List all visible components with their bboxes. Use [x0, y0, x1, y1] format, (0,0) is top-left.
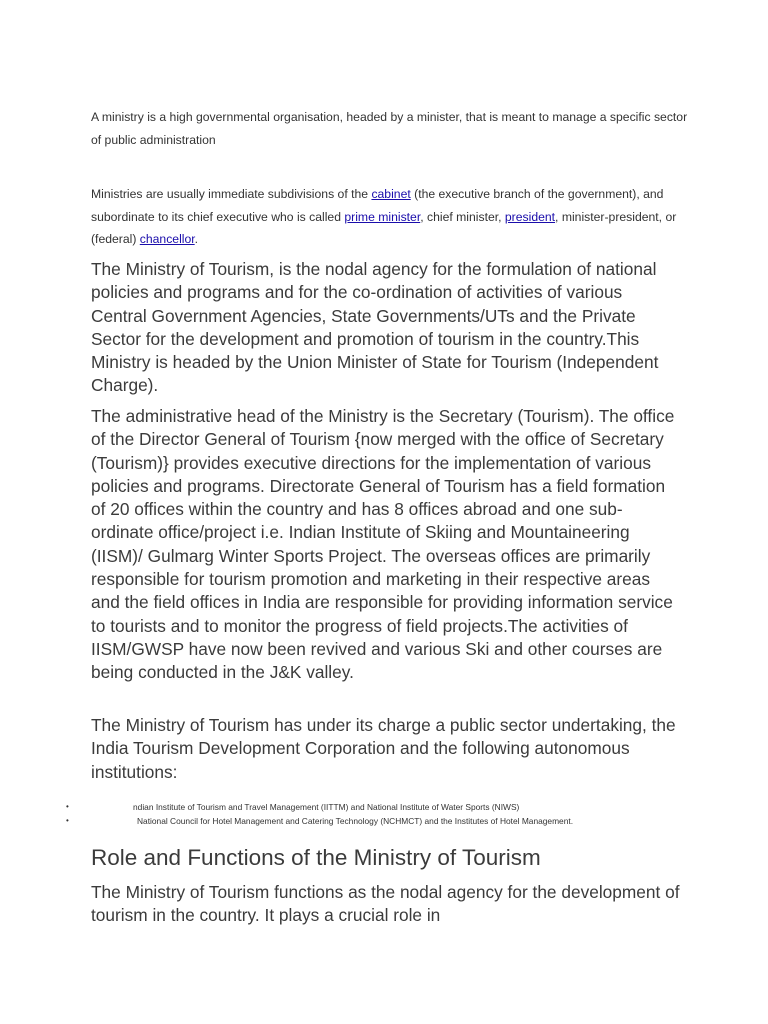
intro-paragraph-ministries-subdivisions [91, 183, 691, 251]
paragraph-administrative-head: The administrative head of the Ministry is the Secretary (Tourism). The office of the Director General of Tourism {now merged with the office of Secretary (Tourism)} provides executive directions for the implementation of various policies and programs. Directorate General of Tourism has a field formation of 20 offices within the country and has 8 offices abroad and one sub-ordinate office/project i.e. Indian Institute of Skiing and Mountaineering (IISM)/ Gulmarg Winter Sports Project. The overseas offices are primarily responsible for tourism promotion and marketing in their respective areas and the field offices in India are responsible for providing information service to tourists and to monitor the progress of field projects.The activities of IISM/GWSP have now been revived and various Ski and other courses are being conducted in the J&K valley. [91, 406, 675, 683]
list-item-text: National Council for Hotel Management and Catering Technology (NCHMCT) and the Institutes of Hotel Management. [137, 816, 574, 826]
p2-text-3: , chief minister, [420, 209, 505, 224]
bullet-dot-icon: • [66, 802, 69, 811]
p2-text-5: . [194, 232, 199, 246]
paragraph-public-sector-undertaking: The Ministry of Tourism has under its charge a public sector undertaking, the India Tourism Development Corporation and the following autonomous institutions: [91, 715, 676, 782]
chancellor-link[interactable]: chancellor [139, 232, 195, 246]
p2-text-1: Ministries are usually immediate subdivisions of the [91, 187, 372, 201]
paragraph-role-and-functions: The Ministry of Tourism functions as the nodal agency for the development of tourism in the country. It plays a crucial role in [91, 882, 680, 926]
list-item [0, 800, 768, 814]
cabinet-link[interactable]: cabinet [371, 187, 411, 201]
bullet-dot-icon: • [66, 816, 69, 825]
list-item [0, 814, 768, 828]
p2-text-2: (the executive branch of the government), and subordinate to its chief executive who is called [91, 187, 664, 224]
autonomous-institutions-list [0, 800, 768, 828]
prime-minister-link[interactable]: prime minister [344, 209, 421, 224]
p2-text-4: , minister-president, or (federal) [91, 209, 677, 246]
section-heading-role-and-functions: Role and Functions of the Ministry of Tourism [91, 845, 541, 870]
intro-paragraph-ministry-definition: A ministry is a high governmental organisation, headed by a minister, that is meant to manage a specific sector of public administration [91, 110, 688, 147]
president-link[interactable]: president [504, 209, 556, 224]
list-item-text: ndian Institute of Tourism and Travel Management (IITTM) and National Institute of Water Sports (NIWS) [133, 802, 520, 812]
paragraph-ministry-of-tourism-nodal-agency: The Ministry of Tourism, is the nodal agency for the formulation of national policies and programs and for the co-ordination of activities of various Central Government Agencies, State Governments/UTs and the Private Sector for the development and promotion of tourism in the country.This Ministry is headed by the Union Minister of State for Tourism (Independent Charge). [91, 259, 659, 396]
